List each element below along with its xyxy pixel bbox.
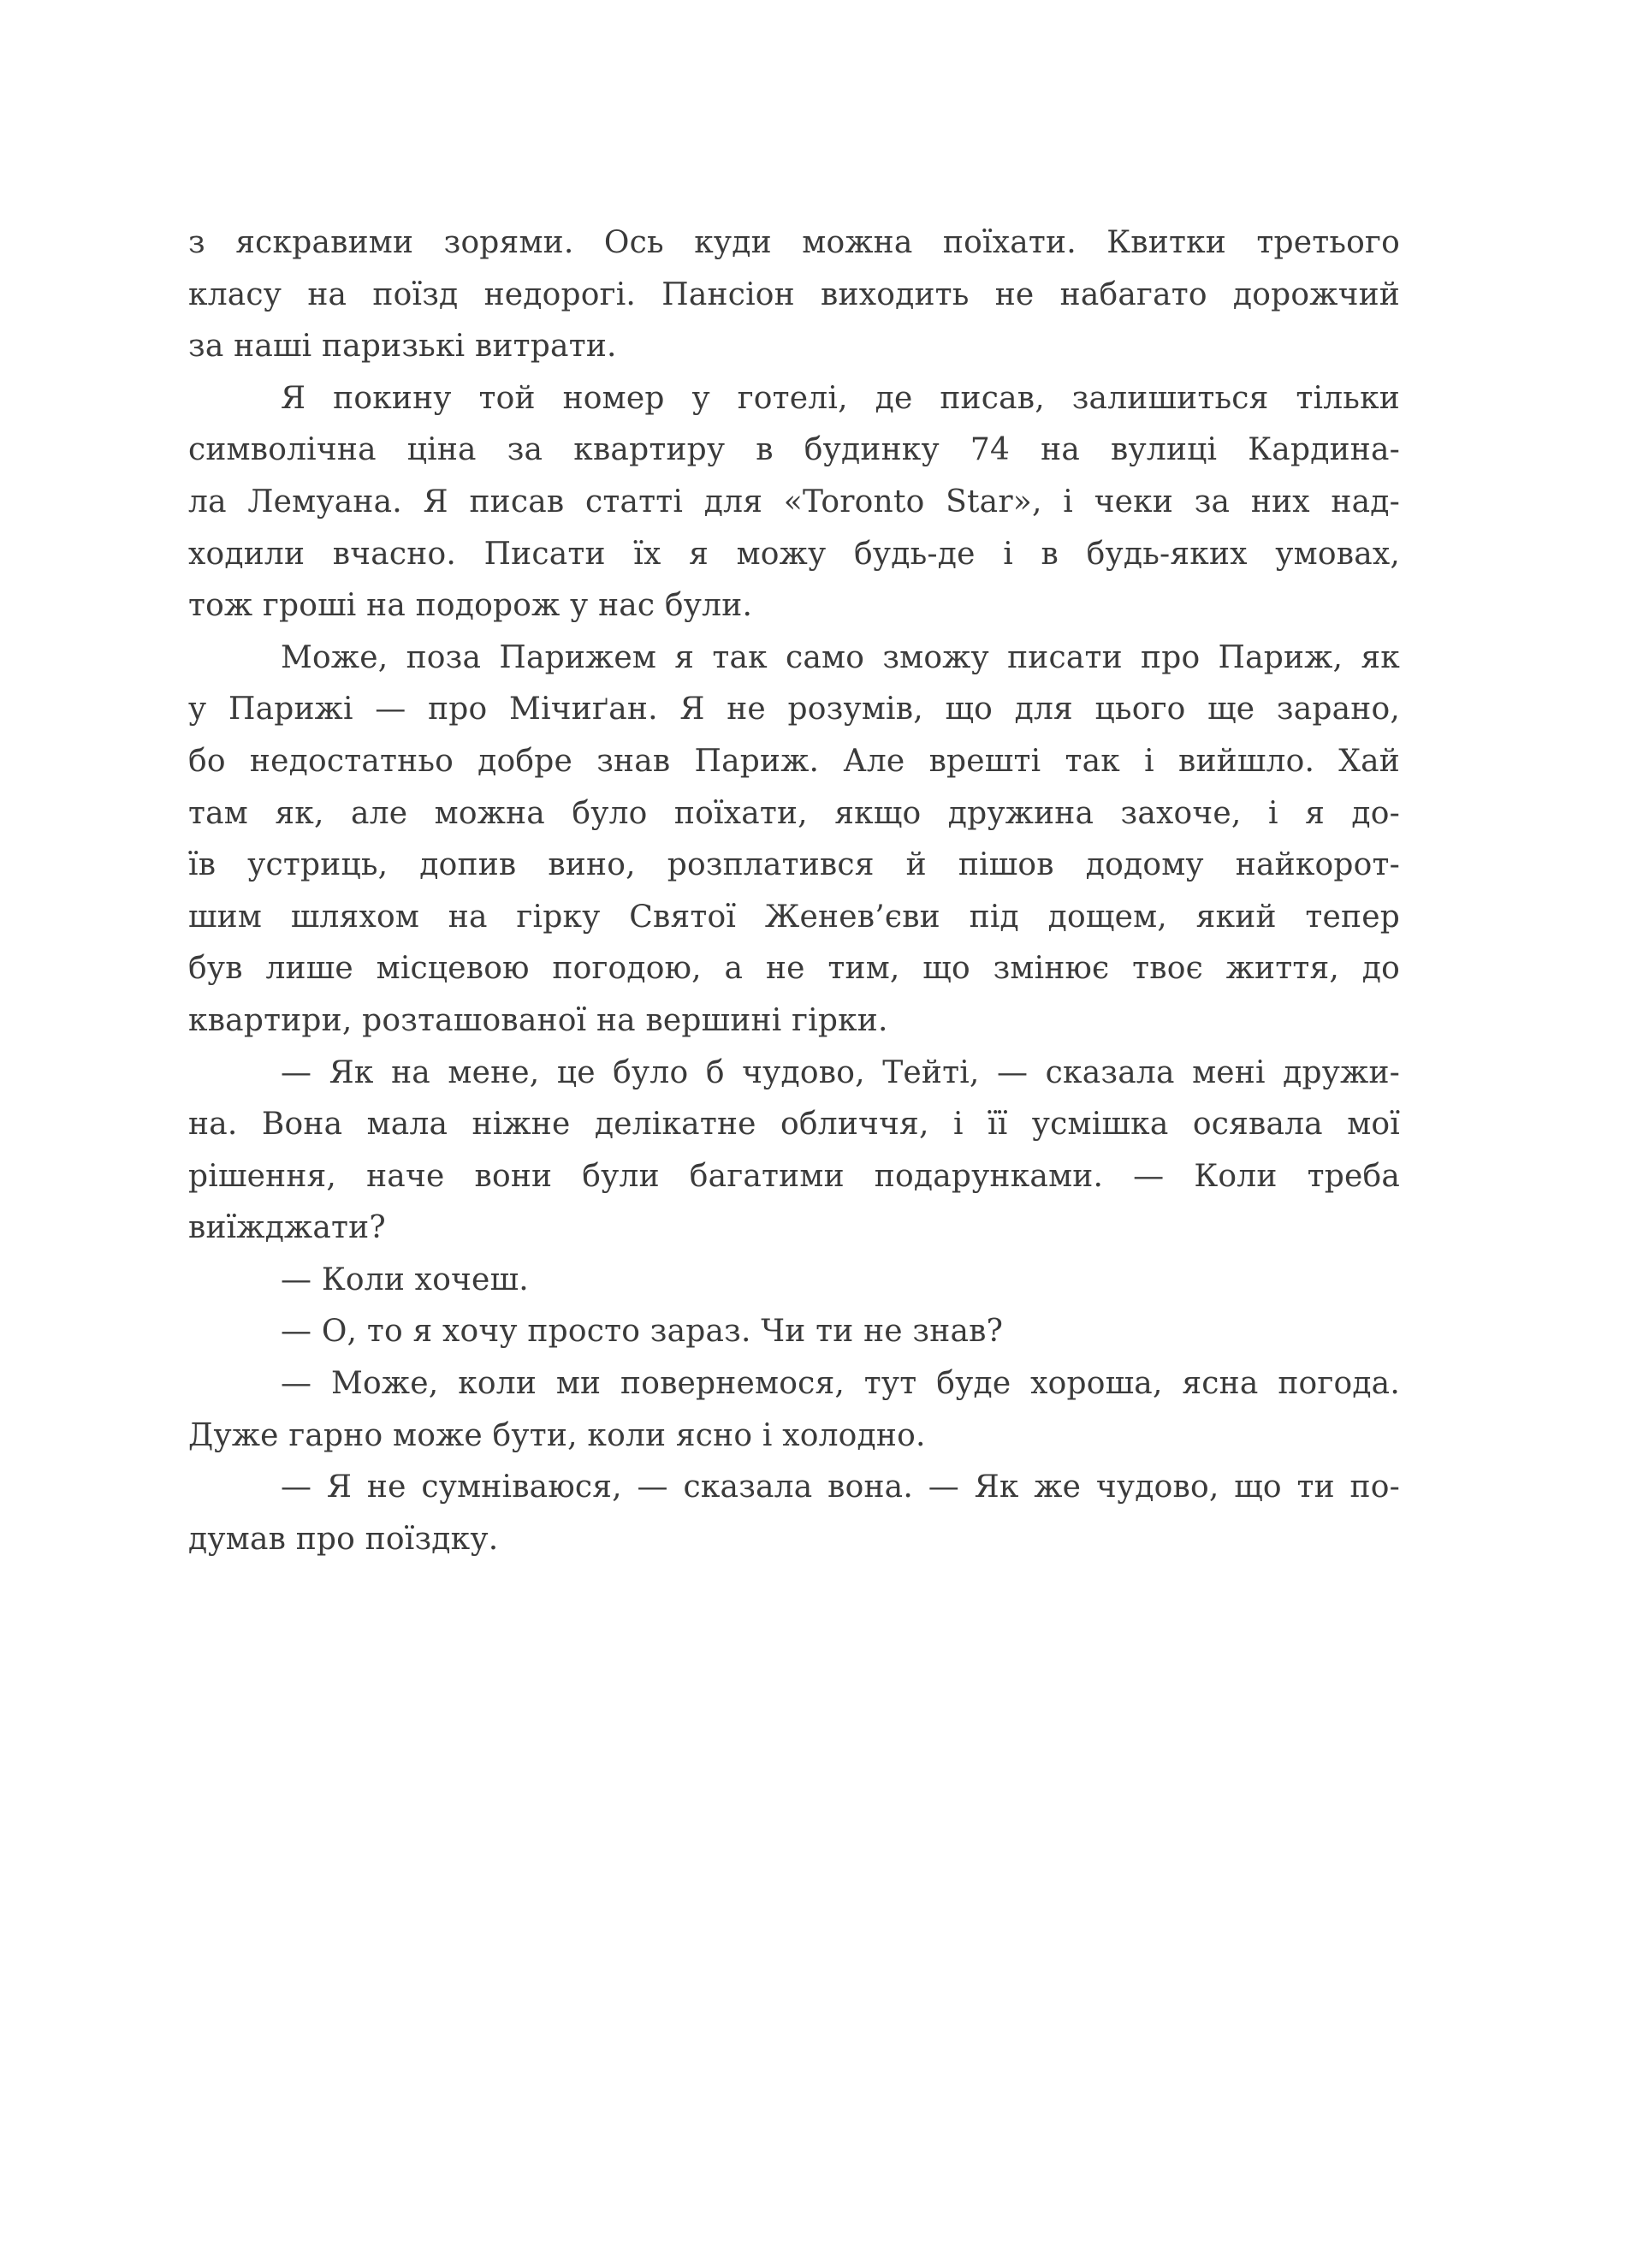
text-line: ла Лемуана. Я писав статті для «Toronto Star», і чеки за них над-: [188, 484, 1400, 520]
text-line: у Парижі — про Мічиґан. Я не розумів, що для цього ще зарано,: [188, 692, 1400, 727]
text-line: їв устриць, допив вино, розплатився й пішов додому найкорот-: [188, 847, 1400, 883]
text-line: за наші паризькі витрати.: [188, 329, 617, 365]
text-line: символічна ціна за квартиру в будинку 74 на вулиці Кардина-: [188, 432, 1400, 468]
text-line: думав про поїздку.: [188, 1521, 499, 1557]
text-line: шим шляхом на гірку Святої Женев’єви під дощем, який тепер: [188, 899, 1400, 935]
dialogue-line: — Як на мене, це було б чудово, Тейті, — сказала мені дружи-: [281, 1054, 1400, 1090]
book-page-body: [188, 217, 1400, 1565]
text-line: бо недостатньо добре знав Париж. Але врешті так і вийшло. Хай: [188, 743, 1400, 779]
text-line: ходили вчасно. Писати їх я можу будь-де і в будь-яких умовах,: [188, 536, 1400, 572]
text-line: рішення, наче вони були багатими подарунками. — Коли треба: [188, 1158, 1400, 1194]
text-line: Дуже гарно може бути, коли ясно і холодно.: [188, 1417, 926, 1453]
text-line: на. Вона мала ніжне делікатне обличчя, і її усмішка осявала мої: [188, 1107, 1400, 1143]
text-line: був лише місцевою погодою, а не тим, що змінює твоє життя, до: [188, 951, 1400, 987]
text-line: з яскравими зорями. Ось куди можна поїхати. Квитки третього: [188, 225, 1400, 260]
dialogue-line: — Коли хочеш.: [281, 1262, 529, 1297]
text-line: квартири, розташованої на вершині гірки.: [188, 1002, 888, 1038]
paragraph-start-line: Я покину той номер у готелі, де писав, залишиться тільки: [281, 380, 1400, 416]
text-line: тож гроші на подорож у нас були.: [188, 588, 753, 624]
dialogue-line: — Я не сумніваюся, — сказала вона. — Як же чудово, що ти по-: [281, 1469, 1400, 1505]
text-line: класу на поїзд недорогі. Пансіон виходить не набагато дорожчий: [188, 276, 1400, 312]
paragraph-start-line: Може, поза Парижем я так само зможу писати про Париж, як: [281, 639, 1400, 675]
text-line: виїжджати?: [188, 1210, 386, 1246]
text-line: там як, але можна було поїхати, якщо дружина захоче, і я до-: [188, 795, 1400, 831]
dialogue-line: — Може, коли ми повернемося, тут буде хороша, ясна погода.: [281, 1366, 1400, 1402]
dialogue-line: — О, то я хочу просто зараз. Чи ти не знав?: [281, 1314, 1004, 1350]
